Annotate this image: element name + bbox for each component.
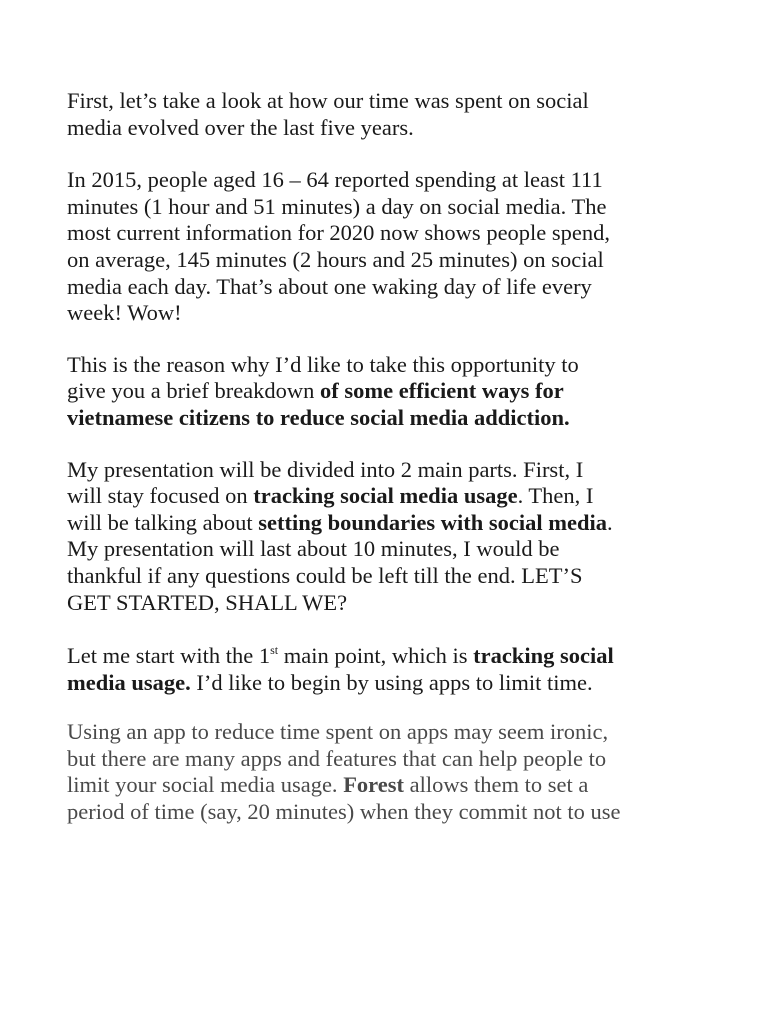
paragraph-statistics xyxy=(67,167,707,327)
text-line xyxy=(67,643,707,670)
text-line xyxy=(67,378,707,405)
text-run: limit your social media usage. xyxy=(67,772,344,798)
text-line: on average, 145 minutes (2 hours and 25 minutes) on social xyxy=(67,246,604,272)
bold-text-run: media usage. xyxy=(67,669,191,695)
text-line: most current information for 2020 now shows people spend, xyxy=(67,220,611,246)
text-line: In 2015, people aged 16 – 64 reported spending at least 111 xyxy=(67,167,603,193)
text-run: . xyxy=(607,509,613,535)
text-run: I’d like to begin by using apps to limit time. xyxy=(190,669,593,695)
text-line xyxy=(67,670,707,697)
text-line xyxy=(67,772,707,799)
text-line: Using an app to reduce time spent on apps may seem ironic, xyxy=(67,719,609,745)
document-page xyxy=(67,88,707,848)
bold-text-run: vietnamese citizens to reduce social media addiction. xyxy=(67,404,570,430)
text-line: GET STARTED, SHALL WE? xyxy=(67,589,348,615)
paragraph-outline xyxy=(67,457,707,617)
bold-text-run: of some efficient ways for xyxy=(320,378,564,404)
text-run: main point, which is xyxy=(278,643,474,669)
text-run: will be talking about xyxy=(67,509,259,535)
text-line xyxy=(67,510,707,537)
paragraph-first-point xyxy=(67,643,707,696)
text-line: media each day. That’s about one waking day of life every xyxy=(67,273,592,299)
text-line: First, let’s take a look at how our time was spent on social xyxy=(67,88,589,113)
text-line: My presentation will be divided into 2 main parts. First, I xyxy=(67,456,584,482)
text-line: period of time (say, 20 minutes) when they commit not to use xyxy=(67,799,621,825)
text-line: media evolved over the last five years. xyxy=(67,114,414,140)
text-run: give you a brief breakdown xyxy=(67,378,321,404)
text-line: This is the reason why I’d like to take this opportunity to xyxy=(67,351,579,377)
paragraph-apps xyxy=(67,719,707,825)
bold-text-run: setting boundaries with social media xyxy=(258,509,607,535)
text-line: minutes (1 hour and 51 minutes) a day on social media. The xyxy=(67,193,607,219)
text-line: week! Wow! xyxy=(67,300,182,326)
bold-text-run: Forest xyxy=(343,772,404,798)
text-run: Let me start with the 1 xyxy=(67,643,271,669)
text-line xyxy=(67,483,707,510)
text-run: will stay focused on xyxy=(67,483,254,509)
superscript-text: st xyxy=(270,643,279,658)
text-run: . Then, I xyxy=(517,483,594,509)
paragraph-intro xyxy=(67,88,707,141)
text-run: allows them to set a xyxy=(404,772,589,798)
text-line xyxy=(67,405,707,432)
text-line: My presentation will last about 10 minutes, I would be xyxy=(67,536,560,562)
bold-text-run: tracking social xyxy=(473,643,614,669)
paragraph-purpose xyxy=(67,352,707,432)
bold-text-run: tracking social media usage xyxy=(253,483,518,509)
text-line: thankful if any questions could be left till the end. LET’S xyxy=(67,562,583,588)
text-line: but there are many apps and features that can help people to xyxy=(67,745,607,771)
